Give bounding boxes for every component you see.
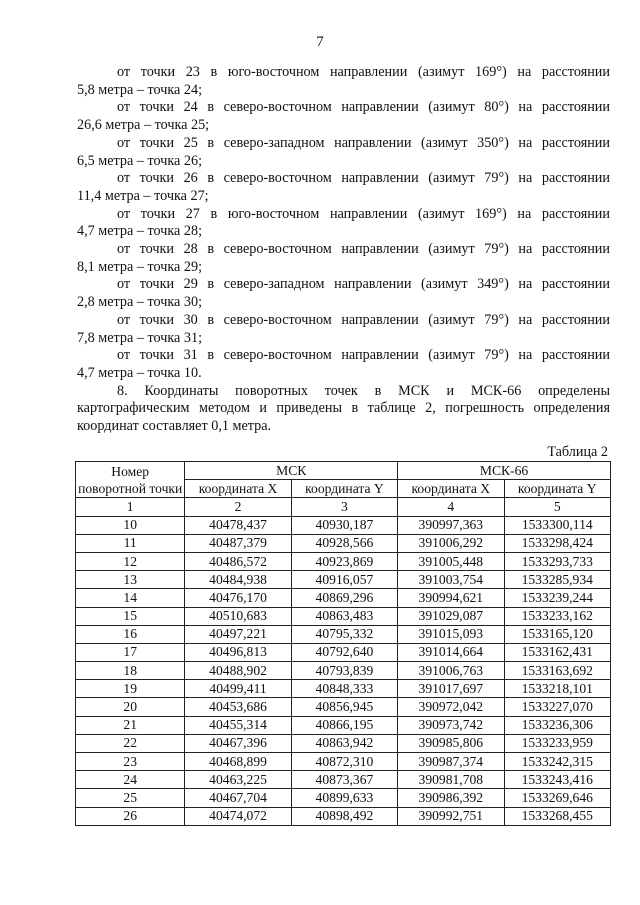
cell-msk-x: 40463,225: [185, 771, 291, 789]
cell-msk66-y: 1533233,959: [504, 734, 611, 752]
cell-msk66-y: 1533242,315: [504, 753, 611, 771]
paragraph-line: от точки 24 в северо-восточном направлении (азимут 80°) на расстоянии: [117, 99, 610, 116]
cell-msk66-y: 1533227,070: [504, 698, 611, 716]
paragraph-line: от точки 31 в северо-восточном направлении (азимут 79°) на расстоянии: [117, 347, 610, 364]
paragraph-line: от точки 28 в северо-восточном направлении (азимут 79°) на расстоянии: [117, 241, 610, 258]
cell-msk66-y: 1533163,692: [504, 662, 611, 680]
paragraph-line: от точки 23 в юго-восточном направлении (азимут 169°) на расстоянии: [117, 64, 610, 80]
header-group-msk66: МСК-66: [398, 462, 611, 480]
header-msk-y: координата Y: [291, 480, 397, 498]
cell-point-number: 14: [76, 589, 185, 607]
cell-msk66-y: 1533243,416: [504, 771, 611, 789]
cell-msk-x: 40487,379: [185, 534, 291, 552]
cell-msk66-y: 1533293,733: [504, 552, 611, 570]
cell-msk-y: 40928,566: [291, 534, 397, 552]
cell-msk66-y: 1533285,934: [504, 571, 611, 589]
paragraph-line: 5,8 метра – точка 24;: [77, 81, 203, 98]
cell-msk-y: 40873,367: [291, 771, 397, 789]
cell-msk66-x: 391017,697: [398, 680, 504, 698]
cell-msk-x: 40455,314: [185, 716, 291, 734]
paragraph-line: 4,7 метра – точка 10.: [77, 364, 202, 381]
cell-msk-x: 40474,072: [185, 807, 291, 825]
cell-msk66-y: 1533268,455: [504, 807, 611, 825]
paragraph-line: от точки 26 в северо-восточном направлении (азимут 79°) на расстоянии: [117, 170, 610, 187]
cell-point-number: 22: [76, 734, 185, 752]
cell-msk-y: 40863,483: [291, 607, 397, 625]
cell-msk66-x: 390973,742: [398, 716, 504, 734]
paragraph-line: от точки 27 в юго-восточном направлении (азимут 169°) на расстоянии: [117, 205, 610, 222]
cell-msk-y: 40792,640: [291, 643, 397, 661]
table-row: [76, 734, 611, 752]
cell-point-number: 10: [76, 516, 185, 534]
cell-msk-x: 40484,938: [185, 571, 291, 589]
cell-msk-y: 40898,492: [291, 807, 397, 825]
cell-msk-y: 40863,942: [291, 734, 397, 752]
cell-msk66-x: 390994,621: [398, 589, 504, 607]
cell-msk-x: 40510,683: [185, 607, 291, 625]
table-body: [76, 498, 611, 825]
table-row: [76, 589, 611, 607]
cell-msk-y: 40872,310: [291, 753, 397, 771]
paragraph-segment-27-28: [77, 206, 610, 241]
table-row: [76, 607, 611, 625]
cell-msk-y: 40795,332: [291, 625, 397, 643]
cell-msk-x: 40497,221: [185, 625, 291, 643]
cell-msk-y: 40930,187: [291, 516, 397, 534]
cell-msk-x: 40467,704: [185, 789, 291, 807]
cell-msk66-y: 1533165,120: [504, 625, 611, 643]
cell-point-number: 24: [76, 771, 185, 789]
cell-msk66-x: 390981,708: [398, 771, 504, 789]
cell-point-number: 13: [76, 571, 185, 589]
paragraph-line: 11,4 метра – точка 27;: [77, 187, 209, 204]
table-row: [76, 552, 611, 570]
cell-point-number: 16: [76, 625, 185, 643]
page-number: 7: [316, 34, 324, 50]
cell-msk-x: 40478,437: [185, 516, 291, 534]
paragraph-segment-31-10: [77, 347, 610, 382]
header-group-msk: МСК: [185, 462, 398, 480]
table-row: [76, 571, 611, 589]
cell-point-number: 18: [76, 662, 185, 680]
cell-msk66-x: 390972,042: [398, 698, 504, 716]
column-number: 2: [185, 498, 291, 516]
paragraph-line: 6,5 метра – точка 26;: [77, 152, 203, 169]
paragraph-line: от точки 29 в северо-западном направлении (азимут 349°) на расстоянии: [117, 276, 610, 293]
cell-point-number: 12: [76, 552, 185, 570]
cell-msk-x: 40453,686: [185, 698, 291, 716]
header-msk66-y: координата Y: [504, 480, 611, 498]
table-row: [76, 625, 611, 643]
cell-msk66-x: 391006,292: [398, 534, 504, 552]
header-msk66-x: координата X: [398, 480, 504, 498]
cell-msk66-x: 390986,392: [398, 789, 504, 807]
paragraph-line: от точки 25 в северо-западном направлении (азимут 350°) на расстоянии: [117, 134, 610, 151]
table-row: [76, 680, 611, 698]
cell-msk-y: 40866,195: [291, 716, 397, 734]
cell-msk-y: 40856,945: [291, 698, 397, 716]
cell-point-number: 26: [76, 807, 185, 825]
paragraph-line: картографическим методом и приведены в таблице 2, погрешность определения координат составляет 0,1 метра.: [77, 400, 610, 435]
paragraph-line: от точки 30 в северо-восточном направлении (азимут 79°) на расстоянии: [117, 311, 610, 328]
cell-msk66-x: 390992,751: [398, 807, 504, 825]
cell-msk-y: 40923,869: [291, 552, 397, 570]
cell-msk66-y: 1533298,424: [504, 534, 611, 552]
cell-msk-y: 40916,057: [291, 571, 397, 589]
cell-msk-x: 40488,902: [185, 662, 291, 680]
body-text: [77, 64, 610, 436]
cell-msk-x: 40486,572: [185, 552, 291, 570]
table-header-row: [76, 462, 611, 480]
cell-point-number: 15: [76, 607, 185, 625]
cell-msk66-x: 391005,448: [398, 552, 504, 570]
table-row: [76, 753, 611, 771]
table-row: [76, 662, 611, 680]
cell-msk66-x: 391003,754: [398, 571, 504, 589]
paragraph-line: 2,8 метра – точка 30;: [77, 294, 203, 311]
cell-point-number: 23: [76, 753, 185, 771]
column-number: 1: [76, 498, 185, 516]
paragraph-segment-28-29: [77, 241, 610, 276]
cell-msk-x: 40496,813: [185, 643, 291, 661]
paragraph-line: 8,1 метра – точка 29;: [77, 258, 203, 275]
cell-msk66-y: 1533300,114: [504, 516, 611, 534]
paragraph-segment-24-25: [77, 99, 610, 134]
cell-msk66-x: 390987,374: [398, 753, 504, 771]
paragraph-line: 4,7 метра – точка 28;: [77, 223, 203, 240]
cell-msk-x: 40499,411: [185, 680, 291, 698]
cell-msk-y: 40869,296: [291, 589, 397, 607]
cell-msk-x: 40467,396: [185, 734, 291, 752]
table-row: [76, 771, 611, 789]
cell-msk66-x: 390985,806: [398, 734, 504, 752]
table-row: [76, 534, 611, 552]
cell-msk66-x: 391006,763: [398, 662, 504, 680]
cell-msk66-x: 390997,363: [398, 516, 504, 534]
paragraph-segment-26-27: [77, 170, 610, 205]
cell-msk66-y: 1533239,244: [504, 589, 611, 607]
table-row: [76, 716, 611, 734]
cell-msk66-x: 391015,093: [398, 625, 504, 643]
cell-msk66-y: 1533218,101: [504, 680, 611, 698]
cell-point-number: 11: [76, 534, 185, 552]
cell-msk66-y: 1533236,306: [504, 716, 611, 734]
header-point-number: Номер поворотной точки: [76, 462, 185, 498]
table-caption: Таблица 2: [547, 444, 608, 460]
table-row: [76, 698, 611, 716]
cell-msk66-x: 391014,664: [398, 643, 504, 661]
column-number-row: [76, 498, 611, 516]
header-msk-x: координата X: [185, 480, 291, 498]
cell-msk-y: 40848,333: [291, 680, 397, 698]
cell-msk-y: 40793,839: [291, 662, 397, 680]
paragraph-segment-25-26: [77, 135, 610, 170]
table-row: [76, 643, 611, 661]
column-number: 4: [398, 498, 504, 516]
paragraph-segment-23-24: [77, 64, 610, 99]
column-number: 3: [291, 498, 397, 516]
paragraph-segment-29-30: [77, 276, 610, 311]
cell-msk-y: 40899,633: [291, 789, 397, 807]
cell-point-number: 17: [76, 643, 185, 661]
cell-msk66-y: 1533269,646: [504, 789, 611, 807]
paragraph-line: 8. Координаты поворотных точек в МСК и МСК-66 определены: [117, 382, 610, 399]
cell-point-number: 19: [76, 680, 185, 698]
coordinates-table: [75, 461, 611, 826]
cell-point-number: 20: [76, 698, 185, 716]
column-number: 5: [504, 498, 611, 516]
cell-msk66-x: 391029,087: [398, 607, 504, 625]
cell-msk66-y: 1533233,162: [504, 607, 611, 625]
cell-point-number: 21: [76, 716, 185, 734]
cell-point-number: 25: [76, 789, 185, 807]
table-row: [76, 789, 611, 807]
paragraph-item-8: [77, 383, 610, 436]
paragraph-segment-30-31: [77, 312, 610, 347]
paragraph-line: 7,8 метра – точка 31;: [77, 329, 203, 346]
table-row: [76, 516, 611, 534]
cell-msk66-y: 1533162,431: [504, 643, 611, 661]
table-row: [76, 807, 611, 825]
paragraph-line: 26,6 метра – точка 25;: [77, 117, 210, 134]
cell-msk-x: 40476,170: [185, 589, 291, 607]
cell-msk-x: 40468,899: [185, 753, 291, 771]
